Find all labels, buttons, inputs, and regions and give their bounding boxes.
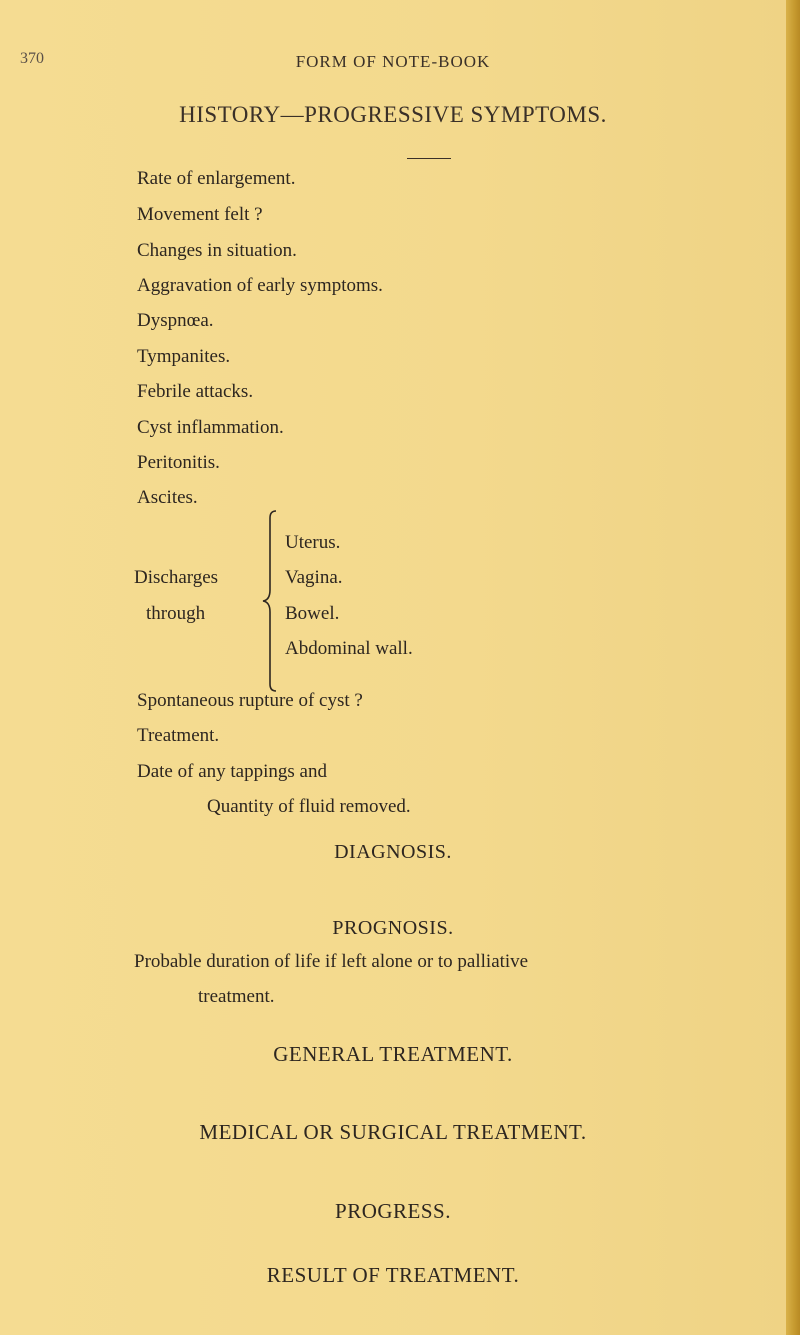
page-number: 370 (20, 50, 44, 67)
general-treatment-heading: GENERAL TREATMENT. (273, 1042, 513, 1066)
symptom-line: Ascites. (137, 487, 198, 508)
symptom-line: Changes in situation. (137, 240, 297, 261)
note-line: Spontaneous rupture of cyst ? (137, 690, 363, 711)
prognosis-text: Probable duration of life if left alone or to palliative (134, 951, 529, 972)
progress-heading: PROGRESS. (335, 1199, 451, 1223)
curly-brace (262, 510, 278, 692)
symptom-line: Rate of enlargement. (137, 168, 296, 189)
discharges-label-through: through (146, 603, 206, 624)
result-heading: RESULT OF TREATMENT. (266, 1263, 520, 1287)
note-line: Treatment. (137, 725, 220, 746)
discharge-item: Vagina. (285, 567, 343, 588)
symptom-line: Peritonitis. (137, 452, 220, 473)
discharge-item: Uterus. (285, 532, 341, 553)
note-line: Quantity of fluid removed. (207, 796, 411, 817)
prognosis-text-cont: treatment. (198, 986, 275, 1007)
discharge-item: Bowel. (285, 603, 340, 624)
discharge-item: Abdominal wall. (285, 638, 413, 659)
running-header: FORM OF NOTE-BOOK (295, 52, 491, 71)
title-rule (407, 158, 451, 159)
note-line: Date of any tappings and (137, 761, 327, 782)
page-edge (786, 0, 800, 1335)
section-title: HISTORY—PROGRESSIVE SYMPTOMS. (179, 102, 607, 127)
symptom-line: Movement felt ? (137, 204, 263, 225)
symptom-line: Cyst inflammation. (137, 417, 284, 438)
symptom-line: Dyspnœa. (137, 310, 214, 331)
medical-surgical-heading: MEDICAL OR SURGICAL TREATMENT. (199, 1120, 587, 1144)
symptom-line: Tympanites. (137, 346, 231, 367)
discharges-label: Discharges (134, 567, 219, 588)
prognosis-heading: PROGNOSIS. (332, 917, 454, 939)
symptom-line: Febrile attacks. (137, 381, 254, 402)
diagnosis-heading: DIAGNOSIS. (334, 841, 452, 863)
symptom-line: Aggravation of early symptoms. (137, 275, 383, 296)
